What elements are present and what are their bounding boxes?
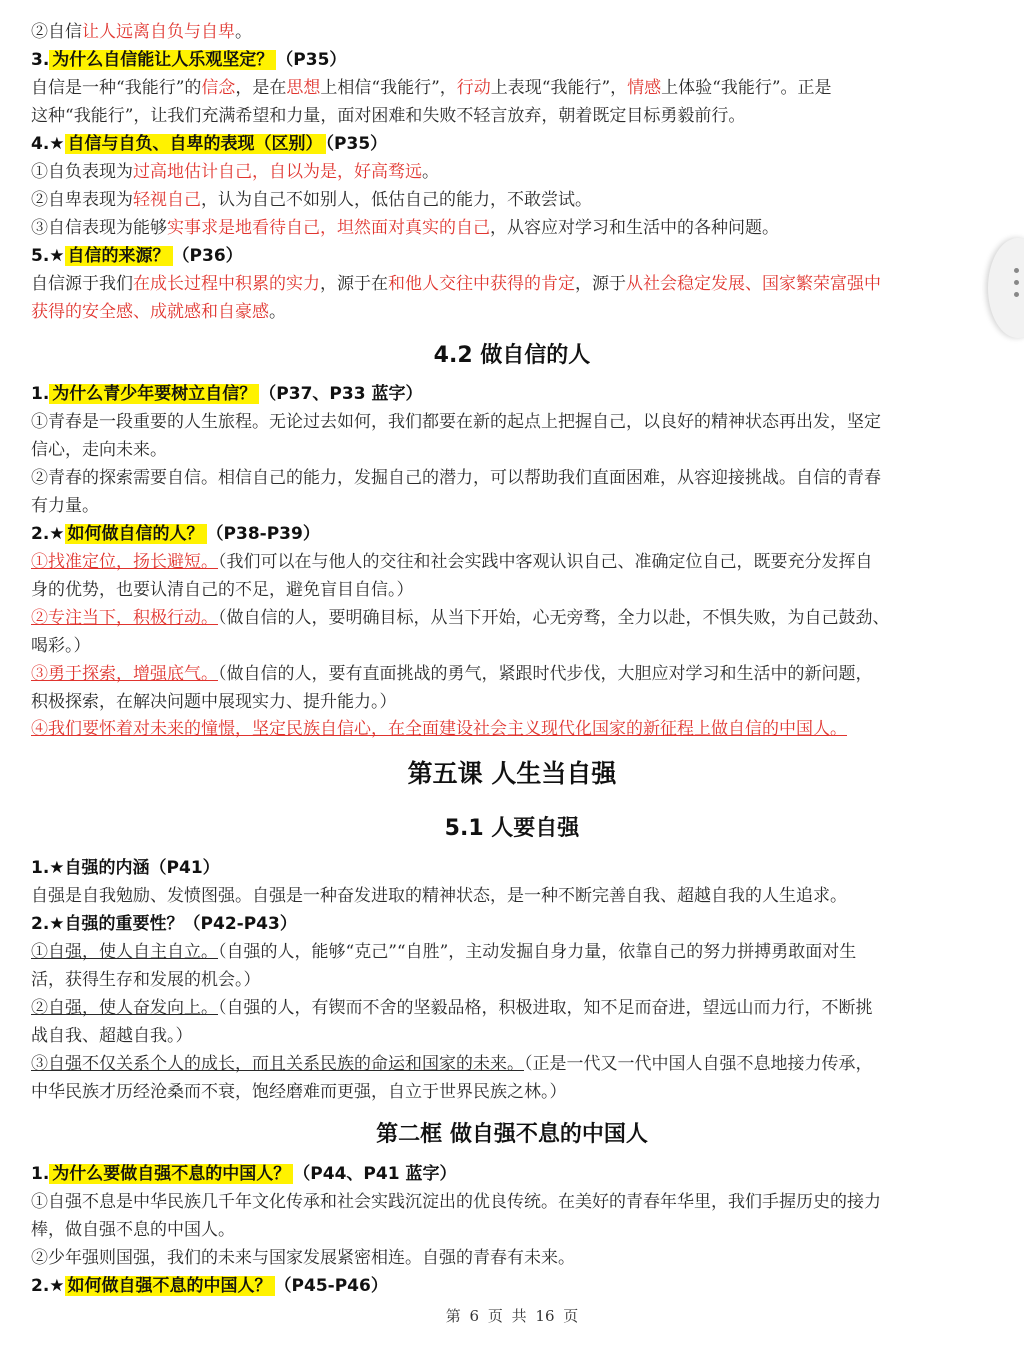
paragraph-line: 中华民族才历经沧桑而不衰，饱经磨难而更强，自立于世界民族之林。） [31,1082,567,1102]
paragraph-line: 有力量。 [31,496,99,516]
text-line: ②自信让人远离自负与自卑。 [31,22,252,42]
section-title: 5.1 人要自强 [444,816,580,841]
paragraph-line: 这种“我能行”，让我们充满希望和力量，面对困难和失败不轻言放弃，朝着既定目标勇毅前行。 [31,106,746,126]
paragraph-line: ①青春是一段重要的人生旅程。无论过去如何，我们都要在新的起点上把握自己，以良好的精神状态再出发，坚定 [31,412,881,432]
paragraph-line: ①自强不息是中华民族几千年文化传承和社会实践沉淀出的优良传统。在美好的青春年华里，我们手握历史的接力 [31,1192,881,1212]
lesson-title: 第五课 人生当自强 [407,759,617,788]
question-heading: 1.★自强的内涵（P41） [31,858,220,878]
question-heading: 1. 为什么青少年要树立自信？ （P37、P33 蓝字） [31,384,423,404]
question-heading: 3. 为什么自信能让人乐观坚定？ （P35） [31,50,347,70]
paragraph-line: ①自负表现为过高地估计自己，自以为是，好高骛远。 [31,162,439,182]
paragraph-line: 自信是一种“我能行”的信念，是在思想上相信“我能行”，行动上表现“我能行”，情感上体验“我能行”。正是 [31,78,832,98]
paragraph-line: ③自强不仅关系个人的成长，而且关系民族的命运和国家的未来。（正是一代又一代中国人自强不息地接力传承， [31,1054,873,1074]
section-title: 第二框 做自强不息的中国人 [376,1122,648,1147]
paragraph-line: ①自强，使人自主自立。（自强的人，能够“克己”“自胜”，主动发掘自身力量，依靠自己的努力拼搏勇敢面对生 [31,942,857,962]
paragraph-line: 战自我、超越自我。） [31,1026,193,1046]
paragraph-line: 获得的安全感、成就感和自豪感。 [31,302,286,322]
paragraph-line: 身的优势，也要认清自己的不足，避免盲目自信。） [31,580,414,600]
question-heading: 2.★自强的重要性？（P42-P43） [31,914,297,934]
more-dots-icon[interactable] [1014,268,1020,304]
question-heading: 4.★ 自信与自负、自卑的表现（区别） （P35） [31,134,388,154]
paragraph-line: 活，获得生存和发展的机会。） [31,970,261,990]
section-title: 4.2 做自信的人 [433,343,591,368]
page-number: 6 [469,1307,480,1325]
paragraph-line: 棒，做自强不息的中国人。 [31,1220,235,1240]
paragraph-line: 自信源于我们在成长过程中积累的实力，源于在和他人交往中获得的肯定，源于从社会稳定发展、国家繁荣富强中 [31,274,881,294]
paragraph-line: ②自卑表现为轻视自己，认为自己不如别人，低估自己的能力，不敢尝试。 [31,190,592,210]
paragraph-line: 喝彩。） [31,636,91,656]
page-footer: 第 6 页 共 16 页 [445,1307,579,1325]
question-heading: 2.★ 如何做自信的人？ （P38-P39） [31,524,320,544]
question-heading: 2.★ 如何做自强不息的中国人？ （P45-P46） [31,1276,388,1296]
paragraph-line: ②少年强则国强，我们的未来与国家发展紧密相连。自强的青春有未来。 [31,1248,575,1268]
paragraph-line: 积极探索，在解决问题中展现实力、提升能力。） [31,692,397,712]
paragraph-line: ③自信表现为能够实事求是地看待自己，坦然面对真实的自己，从容应对学习和生活中的各种问题。 [31,218,779,238]
paragraph-line: ②自强，使人奋发向上。（自强的人，有锲而不舍的坚毅品格，积极进取，知不足而奋进，望远山而力行，不断挑 [31,998,873,1018]
question-heading: 1. 为什么要做自强不息的中国人？ （P44、P41 蓝字） [31,1164,457,1184]
total-pages: 16 [535,1307,555,1325]
paragraph-line: ②青春的探索需要自信。相信自己的能力，发掘自己的潜力，可以帮助我们直面困难，从容迎接挑战。自信的青春 [31,468,881,488]
paragraph-line: ②专注当下，积极行动。（做自信的人，要明确目标，从当下开始，心无旁骛，全力以赴，不惧失败，为自己鼓劲、 [31,608,890,628]
paragraph-line: ④我们要怀着对未来的憧憬，坚定民族自信心，在全面建设社会主义现代化国家的新征程上做自信的中国人。 [31,719,847,739]
paragraph-line: ③勇于探索，增强底气。（做自信的人，要有直面挑战的勇气，紧跟时代步伐，大胆应对学习和生活中的新问题， [31,664,873,684]
question-heading: 5.★ 自信的来源？ （P36） [31,246,243,266]
paragraph-line: 自强是自我勉励、发愤图强。自强是一种奋发进取的精神状态，是一种不断完善自我、超越自我的人生追求。 [31,886,847,906]
paragraph-line: ①找准定位，扬长避短。（我们可以在与他人的交往和社会实践中客观认识自己、准确定位自己，既要充分发挥自 [31,552,873,572]
paragraph-line: 信心，走向未来。 [31,440,167,460]
